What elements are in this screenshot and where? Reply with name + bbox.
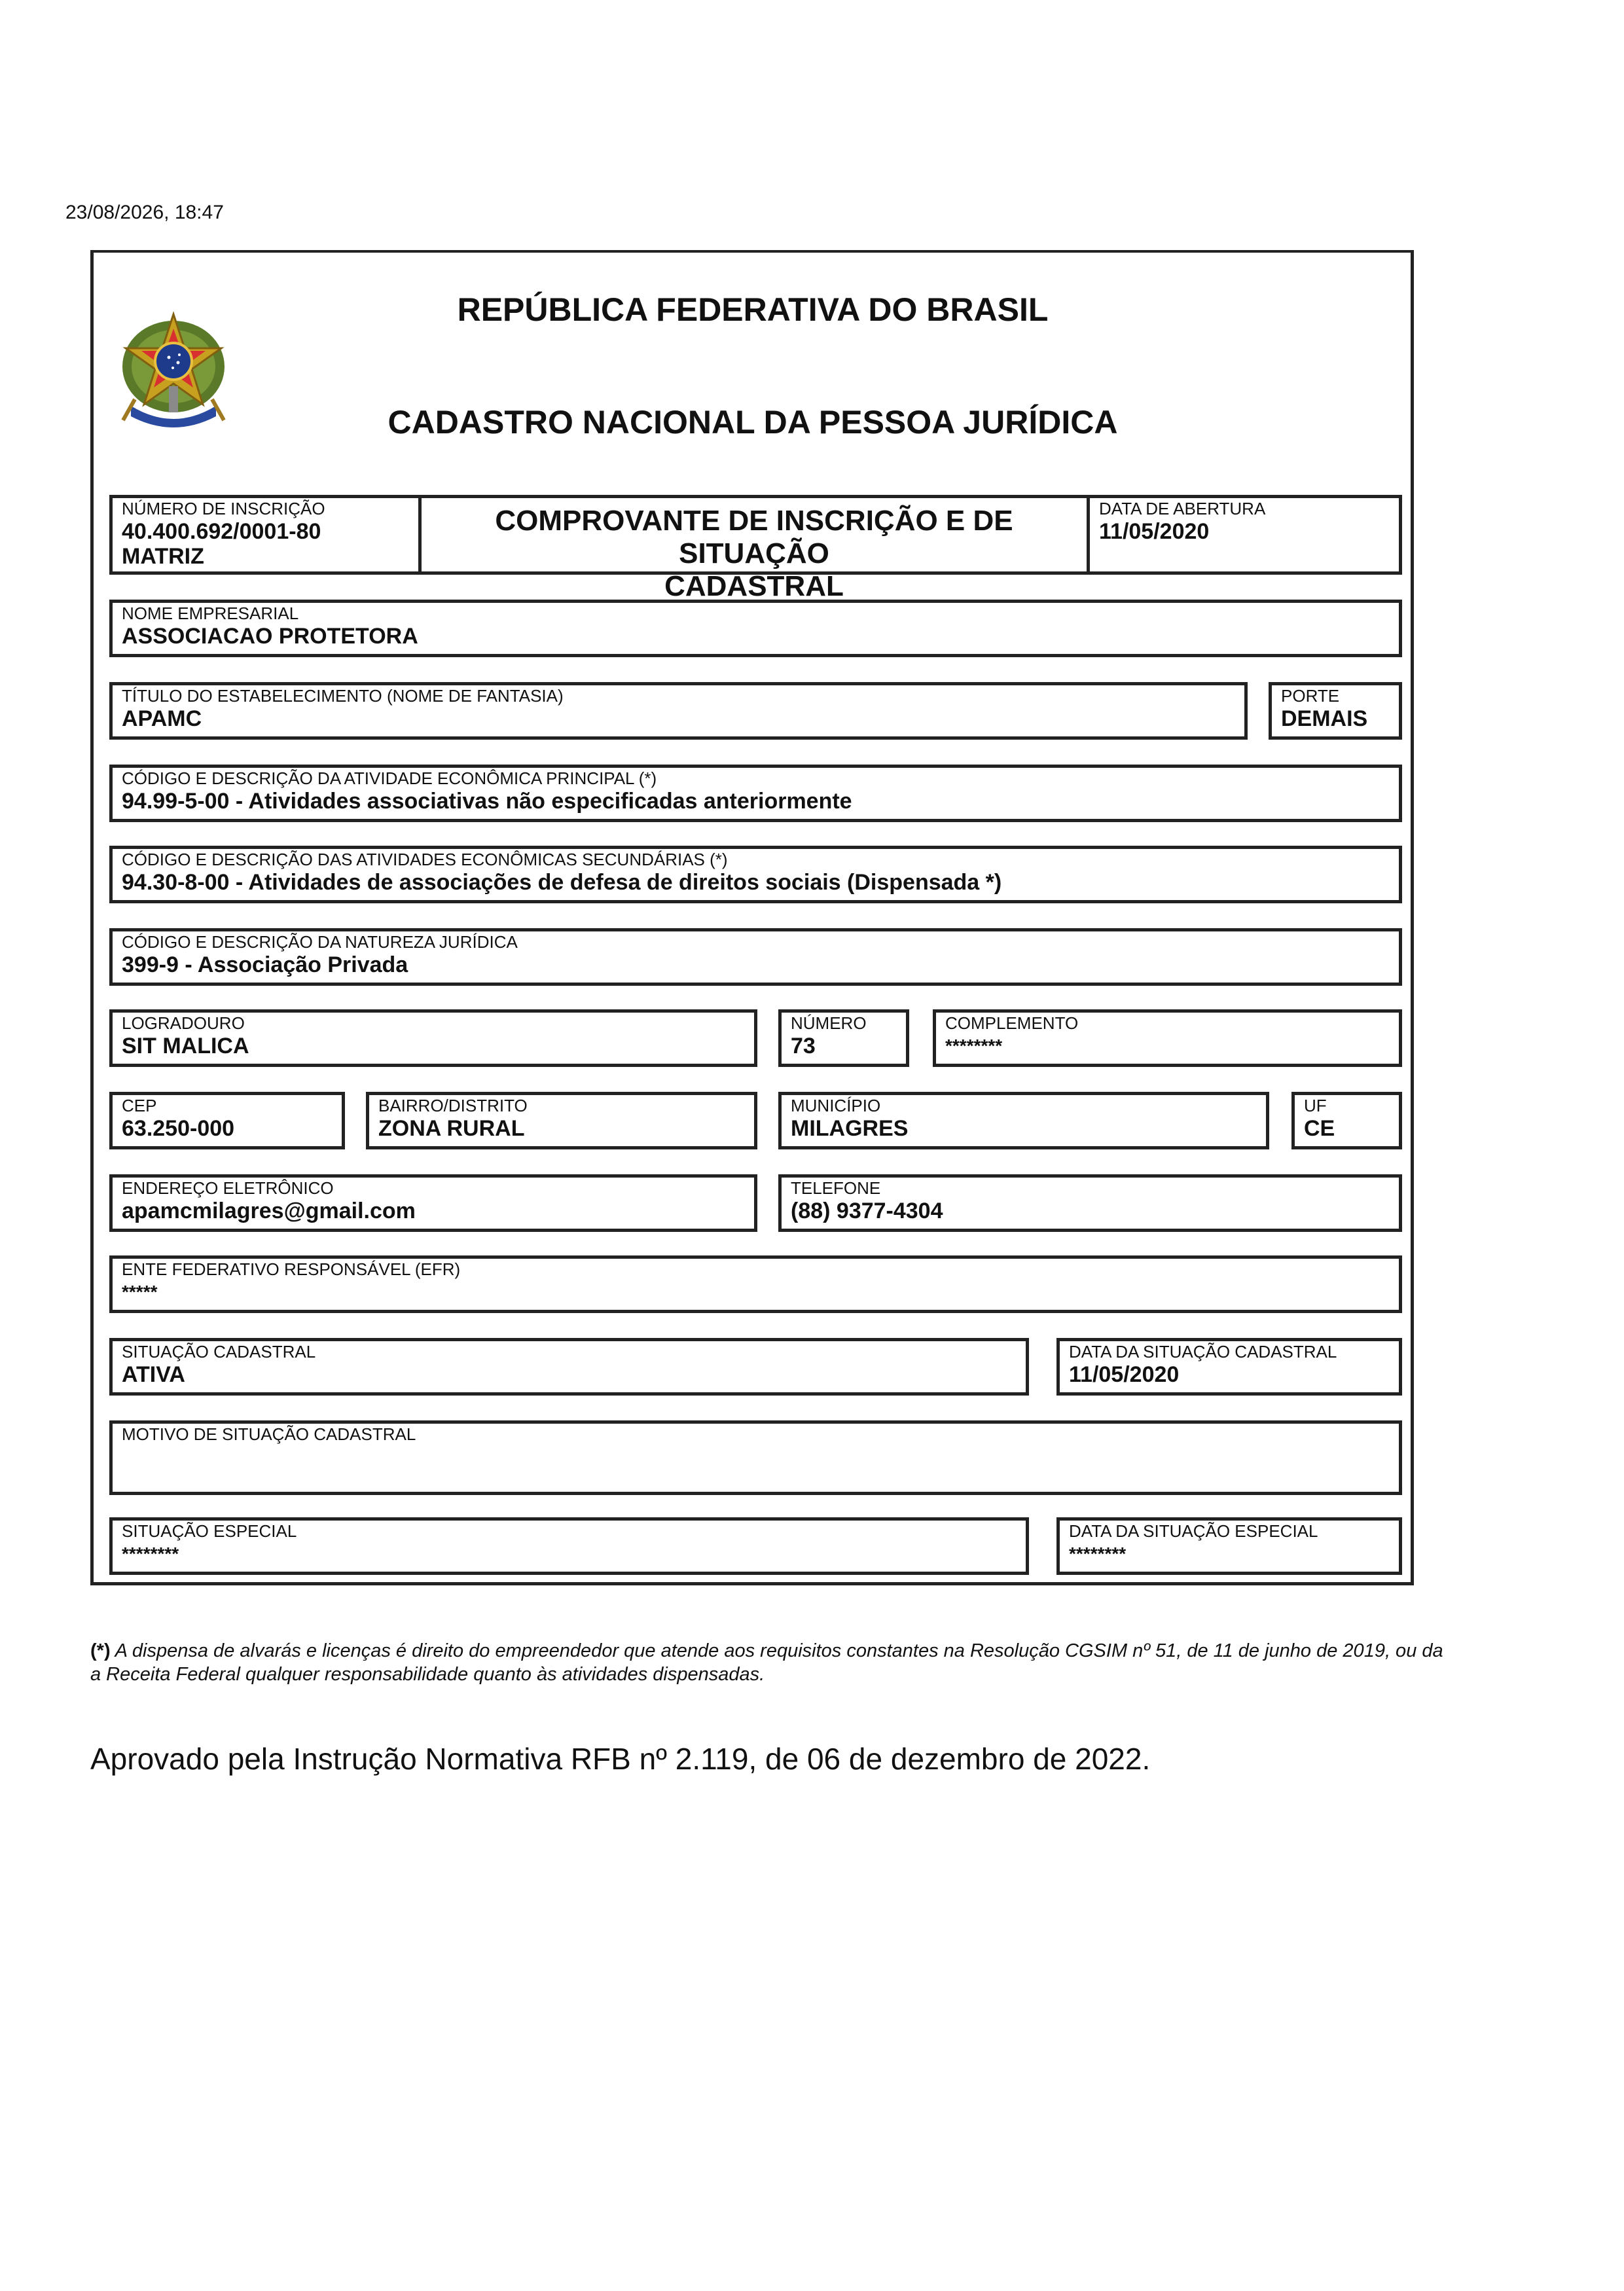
porte-box xyxy=(1269,682,1402,740)
inscricao-cnpj: 40.400.692/0001-80 xyxy=(122,519,321,544)
uf-value: CE xyxy=(1304,1116,1335,1141)
logradouro-box xyxy=(109,1009,757,1067)
porte-label: PORTE xyxy=(1281,686,1340,706)
header-title: REPÚBLICA FEDERATIVA DO BRASIL xyxy=(457,291,1049,328)
efr-box xyxy=(109,1255,1402,1313)
atividade-principal-box xyxy=(109,765,1402,822)
footnote xyxy=(90,1639,1596,1686)
abertura-label: DATA DE ABERTURA xyxy=(1099,499,1266,518)
situacao-value: ATIVA xyxy=(122,1362,185,1387)
comprovante-box xyxy=(418,495,1090,602)
fantasia-value: APAMC xyxy=(122,706,202,731)
inscricao-tipo: MATRIZ xyxy=(122,544,204,569)
complemento-value: ******** xyxy=(945,1036,1003,1056)
cep-label: CEP xyxy=(122,1096,157,1115)
data-situacao-label: DATA DA SITUAÇÃO CADASTRAL xyxy=(1069,1342,1337,1362)
atividade-principal-value: 94.99-5-00 - Atividades associativas não especificadas anteriormente xyxy=(122,789,852,814)
natureza-juridica-box xyxy=(109,928,1402,986)
email-value: apamcmilagres@gmail.com xyxy=(122,1199,416,1223)
bairro-value: ZONA RURAL xyxy=(378,1116,525,1141)
municipio-box xyxy=(778,1092,1269,1149)
telefone-label: TELEFONE xyxy=(791,1178,881,1198)
atividades-secundarias-box xyxy=(109,846,1402,903)
comprovante-title-line2: CADASTRAL xyxy=(664,570,844,602)
numero-label: NÚMERO xyxy=(791,1013,867,1033)
data-situacao-especial-value: ******** xyxy=(1069,1543,1127,1564)
motivo-label: MOTIVO DE SITUAÇÃO CADASTRAL xyxy=(122,1424,416,1444)
complemento-box xyxy=(933,1009,1402,1067)
numero-value: 73 xyxy=(791,1034,816,1058)
logradouro-value: SIT MALICA xyxy=(122,1034,249,1058)
footnote-line2: a Receita Federal qualquer responsabilidade quanto às atividades dispensadas. xyxy=(90,1664,765,1685)
abertura-box xyxy=(1087,495,1402,575)
data-situacao-box xyxy=(1056,1338,1402,1396)
fantasia-label: TÍTULO DO ESTABELECIMENTO (NOME DE FANTASIA) xyxy=(122,686,564,706)
situacao-label: SITUAÇÃO CADASTRAL xyxy=(122,1342,316,1362)
data-situacao-especial-box xyxy=(1056,1517,1402,1575)
header-subtitle: CADASTRO NACIONAL DA PESSOA JURÍDICA xyxy=(388,404,1118,441)
cep-box xyxy=(109,1092,345,1149)
comprovante-title-line1: COMPROVANTE DE INSCRIÇÃO E DE SITUAÇÃO xyxy=(495,505,1013,569)
atividade-principal-label: CÓDIGO E DESCRIÇÃO DA ATIVIDADE ECONÔMICA PRINCIPAL (*) xyxy=(122,768,657,788)
inscricao-box xyxy=(109,495,422,575)
porte-value: DEMAIS xyxy=(1281,706,1368,731)
efr-label: ENTE FEDERATIVO RESPONSÁVEL (EFR) xyxy=(122,1259,461,1279)
municipio-value: MILAGRES xyxy=(791,1116,909,1141)
efr-value: ***** xyxy=(122,1282,158,1302)
bairro-label: BAIRRO/DISTRITO xyxy=(378,1096,528,1115)
abertura-value: 11/05/2020 xyxy=(1099,519,1210,544)
nome-empresarial-value: ASSOCIACAO PROTETORA xyxy=(122,624,418,649)
situacao-box xyxy=(109,1338,1029,1396)
atividades-secundarias-label: CÓDIGO E DESCRIÇÃO DAS ATIVIDADES ECONÔMICAS SECUNDÁRIAS (*) xyxy=(122,850,728,869)
print-timestamp: 23/08/2026, 18:47 xyxy=(65,202,224,223)
bairro-box xyxy=(366,1092,757,1149)
email-label: ENDEREÇO ELETRÔNICO xyxy=(122,1178,334,1198)
nome-empresarial-label: NOME EMPRESARIAL xyxy=(122,604,299,623)
motivo-box xyxy=(109,1420,1402,1495)
nome-empresarial-box xyxy=(109,600,1402,657)
natureza-juridica-label: CÓDIGO E DESCRIÇÃO DA NATUREZA JURÍDICA xyxy=(122,932,518,952)
cep-value: 63.250-000 xyxy=(122,1116,235,1141)
footnote-marker: (*) xyxy=(90,1640,111,1661)
situacao-especial-value: ******** xyxy=(122,1543,179,1564)
natureza-juridica-value: 399-9 - Associação Privada xyxy=(122,952,408,977)
logradouro-label: LOGRADOURO xyxy=(122,1013,245,1033)
telefone-value: (88) 9377-4304 xyxy=(791,1199,943,1223)
municipio-label: MUNICÍPIO xyxy=(791,1096,881,1115)
fantasia-box xyxy=(109,682,1248,740)
approval-note: Aprovado pela Instrução Normativa RFB nº 2.119, de 06 de dezembro de 2022. xyxy=(90,1742,1151,1776)
uf-box xyxy=(1291,1092,1402,1149)
footnote-line1: A dispensa de alvarás e licenças é direito do empreendedor que atende aos requisitos constantes na Resolução CGSIM nº 51, de 11 de junho de 2019, ou da xyxy=(115,1640,1443,1661)
inscricao-label: NÚMERO DE INSCRIÇÃO xyxy=(122,499,325,518)
data-situacao-especial-label: DATA DA SITUAÇÃO ESPECIAL xyxy=(1069,1521,1318,1541)
situacao-especial-box xyxy=(109,1517,1029,1575)
atividades-secundarias-value: 94.30-8-00 - Atividades de associações de defesa de direitos sociais (Dispensada *) xyxy=(122,870,1002,895)
numero-box xyxy=(778,1009,909,1067)
uf-label: UF xyxy=(1304,1096,1327,1115)
situacao-especial-label: SITUAÇÃO ESPECIAL xyxy=(122,1521,297,1541)
email-box xyxy=(109,1174,757,1232)
telefone-box xyxy=(778,1174,1402,1232)
complemento-label: COMPLEMENTO xyxy=(945,1013,1079,1033)
data-situacao-value: 11/05/2020 xyxy=(1069,1362,1180,1387)
